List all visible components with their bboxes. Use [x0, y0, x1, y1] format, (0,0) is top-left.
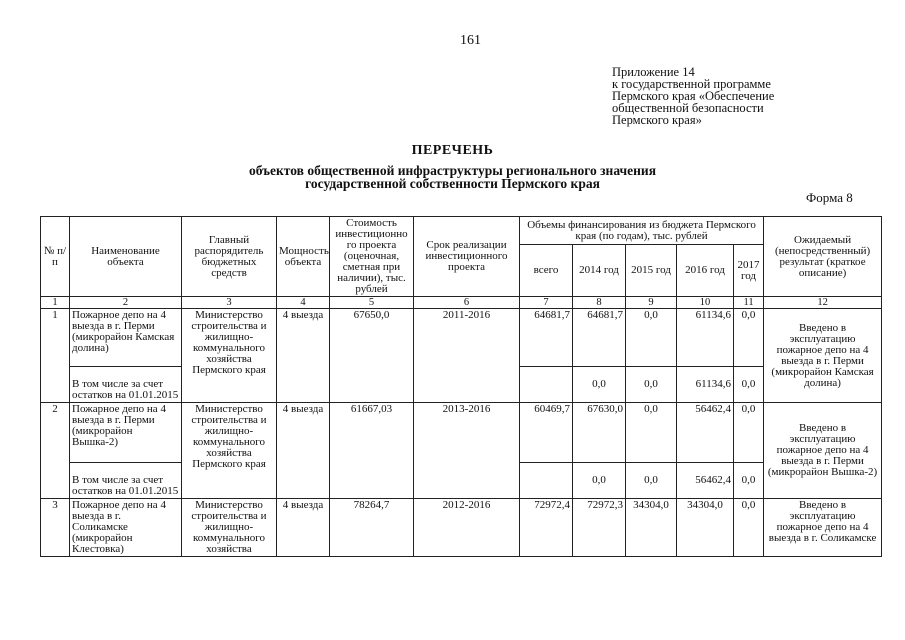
capacity-cell: 4 выезда [277, 403, 330, 499]
subrow-total [520, 367, 573, 403]
header-2017: 2017 год [734, 245, 764, 297]
y2014-cell: 72972,3 [573, 499, 626, 557]
subrow-2015: 0,0 [626, 367, 677, 403]
manager-cell: Министерство строительства и жилищно-коммунального хозяйства [182, 499, 277, 557]
document-title: ПЕРЕЧЕНЬ [411, 143, 494, 158]
row-num: 3 [41, 499, 70, 557]
total-cell: 64681,7 [520, 309, 573, 367]
table-row [41, 499, 882, 557]
row-num: 2 [41, 403, 70, 499]
subrow-2015: 0,0 [626, 463, 677, 499]
cost-cell: 67650,0 [330, 309, 414, 403]
form-label: Форма 8 [806, 190, 853, 205]
object-name: Пожарное депо на 4 выезда в г. Перми (микрорайон Камская долина) [70, 309, 182, 367]
manager-cell: Министерство строительства и жилищно-коммунального хозяйства Пермского края [182, 403, 277, 499]
col-number: 2 [70, 297, 182, 309]
subrow-2014: 0,0 [573, 367, 626, 403]
y2016-cell: 56462,4 [677, 403, 734, 463]
result-cell: Введено в эксплуатацию пожарное депо на 4 выезда в г. Перми (микрорайон Камская долина) [764, 309, 882, 403]
result-cell: Введено в эксплуатацию пожарное депо на 4 выезда в г. Соликамске [764, 499, 882, 557]
cost-cell: 78264,7 [330, 499, 414, 557]
header-capacity: Мощность объекта [277, 217, 330, 297]
period-cell: 2012-2016 [414, 499, 520, 557]
subtitle-line: объектов общественной инфраструктуры регионального значения [248, 163, 657, 178]
header-total: всего [520, 245, 573, 297]
capacity-cell: 4 выезда [277, 309, 330, 403]
period-cell: 2011-2016 [414, 309, 520, 403]
subrow-2017: 0,0 [734, 463, 764, 499]
appendix-line: общественной безопасности [612, 101, 764, 115]
object-name: Пожарное депо на 4 выезда в г. Соликамске (микрорайон Клестовка) [70, 499, 182, 557]
y2015-cell: 0,0 [626, 403, 677, 463]
subrow-2016: 56462,4 [677, 463, 734, 499]
subtitle-line: государственной собственности Пермского края [305, 176, 600, 191]
y2016-cell: 34304,0 [677, 499, 734, 557]
header-manager: Главный распорядитель бюджетных средств [182, 217, 277, 297]
y2016-cell: 61134,6 [677, 309, 734, 367]
col-number: 6 [414, 297, 520, 309]
header-2015: 2015 год [626, 245, 677, 297]
object-name: Пожарное депо на 4 выезда в г. Перми (микрорайон Вышка-2) [70, 403, 182, 463]
col-number: 1 [41, 297, 70, 309]
appendix-line: к государственной программе [612, 77, 771, 91]
header-result: Ожидаемый (непосредственный) результат (краткое описание) [764, 217, 882, 297]
objects-table [40, 216, 882, 557]
total-cell: 60469,7 [520, 403, 573, 463]
header-2016: 2016 год [677, 245, 734, 297]
header-period: Срок реализации инвестиционного проекта [414, 217, 520, 297]
capacity-cell: 4 выезда [277, 499, 330, 557]
header-num: № п/п [41, 217, 70, 297]
subrow-total [520, 463, 573, 499]
period-cell: 2013-2016 [414, 403, 520, 499]
y2015-cell: 34304,0 [626, 499, 677, 557]
appendix-line: Приложение 14 [612, 65, 695, 79]
y2014-cell: 67630,0 [573, 403, 626, 463]
col-number: 10 [677, 297, 734, 309]
col-number: 11 [734, 297, 764, 309]
appendix-line: Пермского края «Обеспечение [612, 89, 775, 103]
page-number: 161 [460, 33, 481, 48]
cost-cell: 61667,03 [330, 403, 414, 499]
header-cost: Стоимость инвестиционно го проекта (оценочная, сметная при наличии), тыс. рублей [330, 217, 414, 297]
subrow-name: В том числе за счет остатков на 01.01.2015 [70, 463, 182, 499]
subrow-2017: 0,0 [734, 367, 764, 403]
table-row [41, 309, 882, 367]
col-number: 3 [182, 297, 277, 309]
header-name: Наименование объекта [70, 217, 182, 297]
y2015-cell: 0,0 [626, 309, 677, 367]
document-subtitle [0, 164, 905, 190]
col-number: 4 [277, 297, 330, 309]
row-num: 1 [41, 309, 70, 403]
col-number: 8 [573, 297, 626, 309]
appendix-note [612, 66, 774, 126]
col-number: 7 [520, 297, 573, 309]
result-cell: Введено в эксплуатацию пожарное депо на 4 выезда в г. Перми (микрорайон Вышка-2) [764, 403, 882, 499]
col-number: 9 [626, 297, 677, 309]
subrow-2016: 61134,6 [677, 367, 734, 403]
y2017-cell: 0,0 [734, 309, 764, 367]
total-cell: 72972,4 [520, 499, 573, 557]
y2017-cell: 0,0 [734, 499, 764, 557]
col-number: 5 [330, 297, 414, 309]
header-2014: 2014 год [573, 245, 626, 297]
table-row [41, 403, 882, 463]
col-number: 12 [764, 297, 882, 309]
manager-cell: Министерство строительства и жилищно-коммунального хозяйства Пермского края [182, 309, 277, 403]
y2017-cell: 0,0 [734, 403, 764, 463]
header-financing: Объемы финансирования из бюджета Пермского края (по годам), тыс. рублей [520, 217, 764, 245]
subrow-name: В том числе за счет остатков на 01.01.2015 [70, 367, 182, 403]
appendix-line: Пермского края» [612, 113, 702, 127]
y2014-cell: 64681,7 [573, 309, 626, 367]
subrow-2014: 0,0 [573, 463, 626, 499]
